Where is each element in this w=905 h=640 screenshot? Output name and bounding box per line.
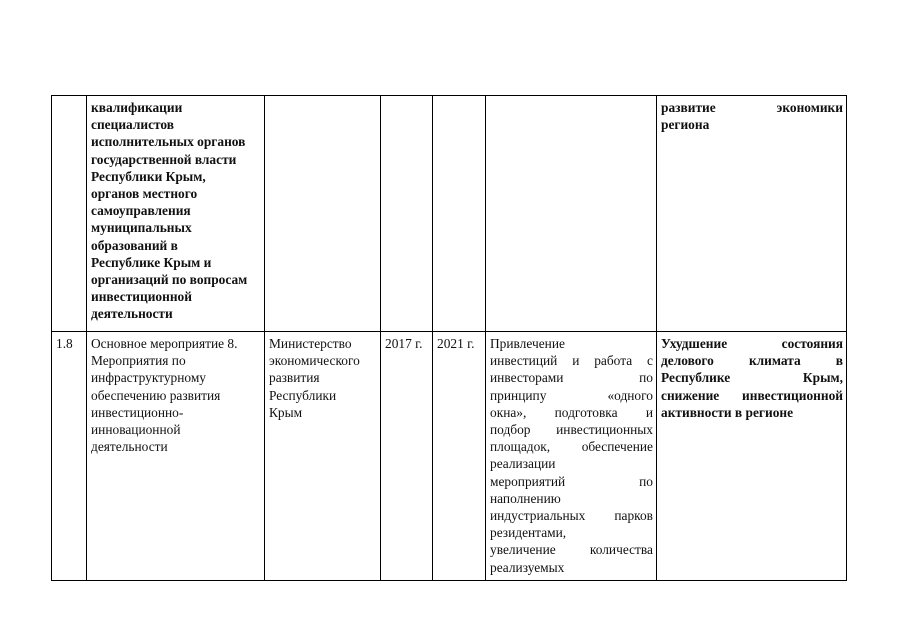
text-line bbox=[661, 369, 843, 386]
cell-consequence-continuation bbox=[657, 96, 847, 332]
text-line bbox=[490, 490, 653, 507]
word: площадок, bbox=[490, 439, 551, 455]
text-line bbox=[661, 387, 843, 404]
word: работа bbox=[594, 353, 633, 369]
word: инвесторами bbox=[490, 370, 564, 386]
word: по bbox=[639, 370, 653, 386]
word: количества bbox=[589, 542, 653, 558]
text-line: инвестиционной bbox=[91, 289, 192, 305]
text-line: Республики Крым, bbox=[91, 168, 206, 184]
text-line: деятельности bbox=[91, 439, 168, 455]
text-line: инновационной bbox=[91, 422, 181, 438]
text-line: образований в bbox=[91, 237, 178, 253]
text-line: государственной власти bbox=[91, 151, 237, 167]
text-line: квалификации bbox=[91, 100, 183, 115]
text-line: Министерство bbox=[269, 336, 352, 351]
text-line bbox=[490, 421, 653, 438]
word: экономики bbox=[776, 100, 843, 115]
text-line: деятельности bbox=[91, 306, 173, 322]
word: климата bbox=[748, 353, 801, 369]
cell-executor-empty bbox=[265, 96, 381, 332]
word: инвестиционной bbox=[742, 387, 843, 403]
text-line: обеспечению развития bbox=[91, 387, 221, 403]
text-line bbox=[490, 404, 653, 421]
word: мероприятий bbox=[490, 473, 566, 489]
text-line bbox=[490, 369, 653, 386]
row-number: 1.8 bbox=[56, 336, 73, 351]
text-line bbox=[490, 455, 653, 472]
word: с bbox=[647, 353, 653, 369]
cell-start-empty bbox=[381, 96, 433, 332]
word: Крым, bbox=[802, 370, 843, 386]
cell-result bbox=[486, 332, 657, 581]
text-line bbox=[490, 541, 653, 558]
cell-executor bbox=[265, 332, 381, 581]
text-line bbox=[490, 387, 653, 404]
cell-end-empty bbox=[433, 96, 486, 332]
cell-number bbox=[52, 332, 87, 581]
text-line: инфраструктурному bbox=[91, 370, 206, 386]
word: реализуемых bbox=[490, 559, 565, 575]
word: «одного bbox=[607, 387, 653, 403]
cell-end-year bbox=[433, 332, 486, 581]
word: в bbox=[835, 353, 843, 369]
cell-measure-continuation bbox=[87, 96, 265, 332]
text-line: Республике Крым и bbox=[91, 254, 212, 270]
word: парков bbox=[614, 508, 653, 524]
word: по bbox=[639, 473, 653, 489]
word: инвестиций bbox=[490, 353, 558, 369]
table-row-1-8 bbox=[52, 332, 847, 581]
word: подготовка bbox=[554, 404, 618, 420]
text-line bbox=[661, 352, 843, 369]
text-line: органов местного bbox=[91, 186, 198, 202]
word: наполнению bbox=[490, 490, 561, 506]
text-line: Республики bbox=[269, 387, 337, 403]
word: Привлечение bbox=[490, 336, 565, 351]
text-line: специалистов bbox=[91, 117, 175, 133]
word: индустриальных bbox=[490, 508, 586, 524]
word: развитие bbox=[661, 100, 716, 115]
text-line: муниципальных bbox=[91, 220, 192, 236]
word: активности в регионе bbox=[661, 404, 794, 420]
word: окна», bbox=[490, 404, 527, 420]
text-line: экономического bbox=[269, 353, 360, 369]
text-line: Основное мероприятие 8. bbox=[91, 336, 238, 351]
text-line bbox=[490, 335, 653, 352]
word: Ухудшение bbox=[661, 336, 728, 351]
word: Республике bbox=[661, 370, 731, 386]
text-line: Крым bbox=[269, 404, 303, 420]
text-line bbox=[490, 524, 653, 541]
text-line: развития bbox=[269, 370, 320, 386]
word: инвестиционных bbox=[556, 422, 653, 438]
cell-measure bbox=[87, 332, 265, 581]
start-year: 2017 г. bbox=[385, 336, 423, 351]
word: снижение bbox=[661, 387, 720, 403]
word: подбор bbox=[490, 422, 531, 438]
text-line bbox=[490, 507, 653, 524]
text-line bbox=[490, 559, 653, 576]
end-year: 2021 г. bbox=[437, 336, 475, 351]
text-line: региона bbox=[661, 117, 710, 133]
cell-number-empty bbox=[52, 96, 87, 332]
text-line: инвестиционно- bbox=[91, 404, 184, 420]
word: увеличение bbox=[490, 542, 556, 558]
text-line: организаций по вопросам bbox=[91, 272, 248, 288]
text-line bbox=[490, 438, 653, 455]
word: и bbox=[572, 353, 580, 369]
word: резидентами, bbox=[490, 525, 567, 541]
cell-start-year bbox=[381, 332, 433, 581]
text-line bbox=[490, 473, 653, 490]
text-line: исполнительных органов bbox=[91, 134, 246, 150]
table-row-continuation bbox=[52, 96, 847, 332]
text-line bbox=[661, 335, 843, 352]
cell-result-empty bbox=[486, 96, 657, 332]
text-line: самоуправления bbox=[91, 203, 191, 219]
measures-table bbox=[51, 95, 847, 581]
text-line bbox=[661, 404, 843, 421]
cell-consequence bbox=[657, 332, 847, 581]
text-line bbox=[661, 99, 843, 116]
text-line: Мероприятия по bbox=[91, 353, 186, 369]
word: и bbox=[645, 404, 653, 420]
word: принципу bbox=[490, 387, 547, 403]
word: состояния bbox=[781, 336, 843, 351]
text-line bbox=[490, 352, 653, 369]
word: реализации bbox=[490, 456, 556, 472]
word: делового bbox=[661, 353, 714, 369]
word: обеспечение bbox=[581, 439, 653, 455]
